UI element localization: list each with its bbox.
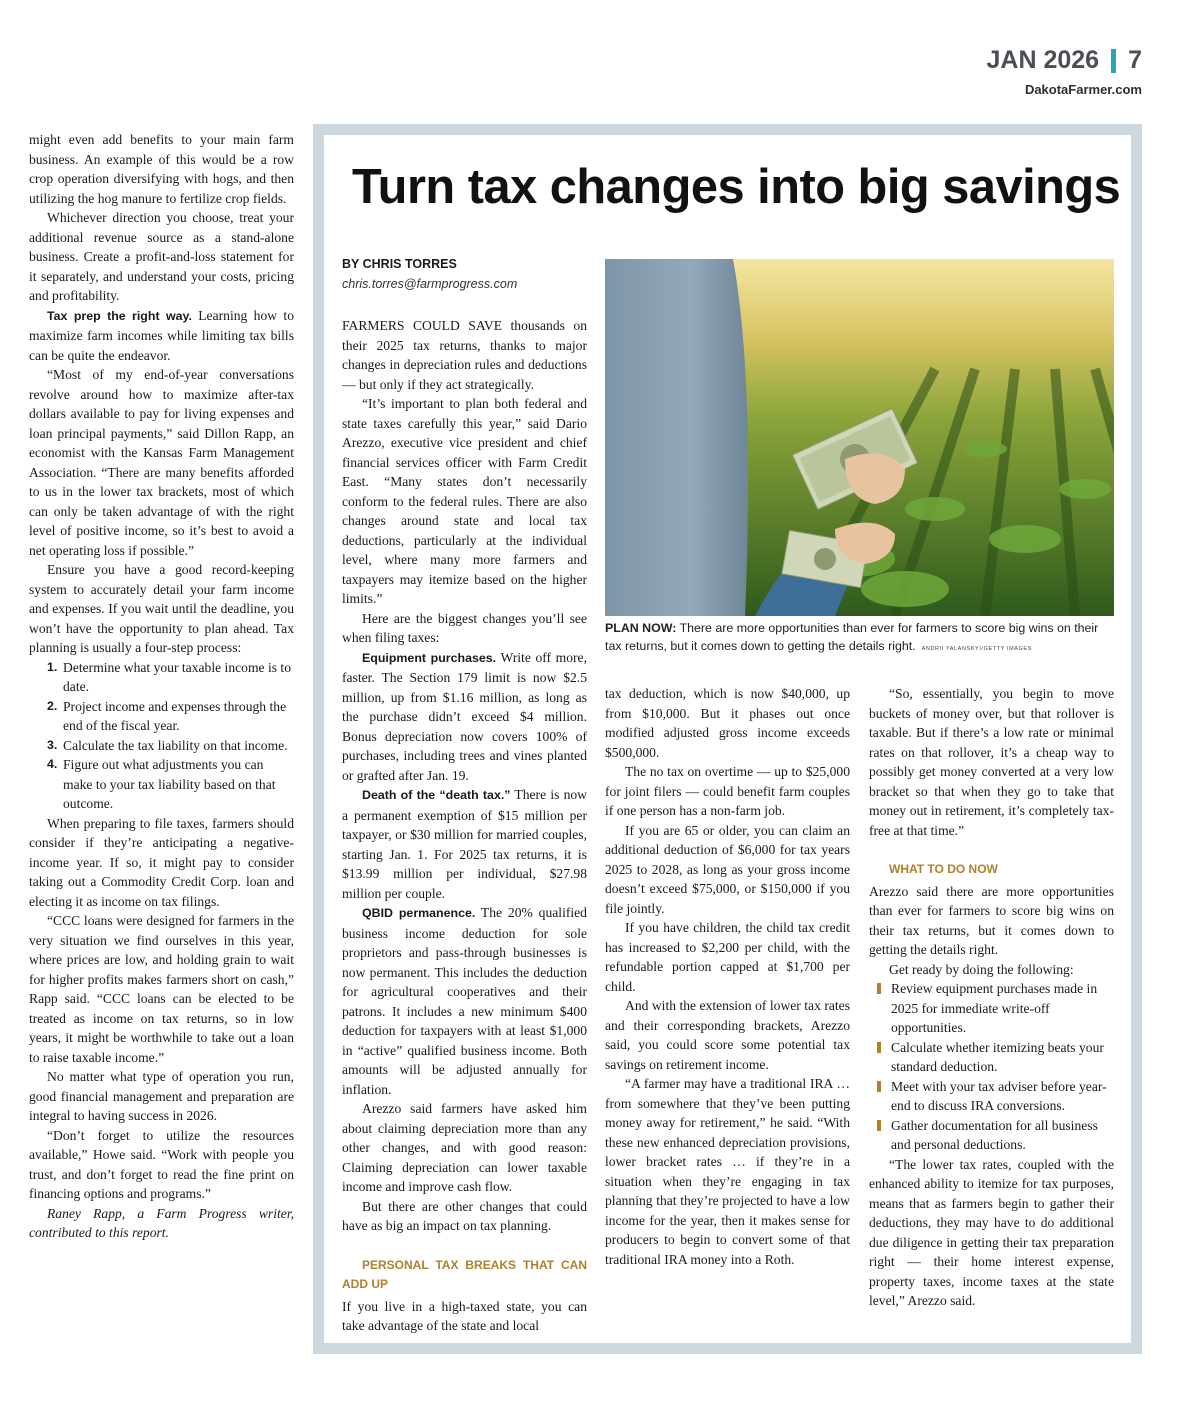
run-in-head: Tax prep the right way. [47,308,192,323]
lede-text: thousands on their 2025 tax returns, thanks to major changes in depreciation rules and deductions — but only if they act strategically. [342,318,587,392]
bullet-marker [877,1038,891,1077]
list-item [47,755,294,814]
left-paragraph: No matter what type of operation you run, good financial management and preparation are integral to having success in 2026. [29,1069,294,1123]
article-column-2 [605,684,850,1269]
byline: BY CHRIS TORRES [342,257,457,271]
todo-list [877,979,1114,1155]
author-email[interactable]: chris.torres@farmprogress.com [342,277,518,291]
step-text: Calculate the tax liability on that income. [63,737,288,753]
bullet-marker [877,1077,891,1116]
folio-divider [1111,49,1116,73]
article-paragraph: Arezzo said there are more opportunities than ever for farmers to score big wins on their tax returns, but it comes down to getting the details right. [869,883,1114,957]
article-paragraph: “A farmer may have a traditional IRA … from somewhere that they’ve been putting money away for retirement,” he said. “With these new enhanced depreciation provisions, lower bracket rates … if they’re in a situation when they’re engaging in tax planning that they’re projected to have a low income for the year, then it makes sense for producers to begin to convert some of that traditional IRA money into a Roth. [605,1076,850,1267]
contributor-credit: Raney Rapp, a Farm Progress writer, contributed to this report. [29,1205,294,1240]
step-number: 4. [47,757,58,771]
article-paragraph: The no tax on overtime — up to $25,000 for joint filers — could benefit farm couples if one person has a non-farm job. [605,764,850,818]
left-paragraph: Whichever direction you choose, treat your additional revenue source as a stand-alone business. Create a profit-and-loss statement for it separately, and understand your costs, pricing and profitability. [29,210,294,303]
left-paragraph: might even add benefits to your main farm business. An example of this would be a row crop operation diversifying with hogs, and then utilizing the hog manure to fertilize crop fields. [29,132,294,206]
caption-text: There are more opportunities than ever for farmers to score big wins on their tax returns, but it comes down to getting the details right. [605,621,1099,653]
left-paragraph: “Don’t forget to utilize the resources available,” Howe said. “Work with people you trust, and don’t forget to read the fine print on financing options and programs.” [29,1127,294,1201]
article-paragraph: But there are other changes that could have as big an impact on tax planning. [342,1198,587,1233]
section-subhead: WHAT TO DO NOW [889,862,998,876]
list-item [877,1038,1114,1077]
bullet-marker [877,979,891,1038]
step-text: Determine what your taxable income is to date. [63,659,292,694]
run-in-head: Equipment purchases. [362,650,497,665]
bullet-text: Review equipment purchases made in 2025 for immediate write-off opportunities. [891,981,1098,1035]
lede-paragraph [342,316,587,394]
article-paragraph: If you are 65 or older, you can claim an additional deduction of $6,000 for tax years 2025 to 2028, as long as your gross income doesn’t exceed $75,000, or $150,000 if you file jointly. [605,822,850,916]
site-url: DakotaFarmer.com [1024,82,1142,97]
bullet-text: Gather documentation for all business and personal deductions. [891,1117,1098,1152]
step-text: Figure out what adjustments you can make to your tax liability based on that outcome. [63,757,276,811]
paragraph-text: The 20% qualified business income deduction for sole proprietors and pass-through businesses is now permanent. This includes the deduction for agricultural cooperatives and their patrons. It includes a new minimum $400 deduction for taxpayers with at least $1,000 in “active” qualified business income. Both amounts will be adjusted annually for inflation. [342,905,587,1097]
paragraph-text: Write off more, faster. The Section 179 limit is now $2.5 million, up from $1.16 million, as long as the purchase didn’t exceed $4 million. Bonus depreciation now covers 100% of purchases, including trees and vines planted or grafted after Jan. 19. [342,649,587,783]
article-column-1 [342,316,587,1336]
bullet-text: Calculate whether itemizing beats your standard deduction. [891,1039,1104,1074]
left-paragraph [29,306,294,366]
steps-list [47,658,294,814]
step-number: 3. [47,737,58,752]
article-paragraph [342,648,587,786]
photo-caption [605,619,1117,658]
step-number: 1. [47,659,58,674]
list-item [877,979,1114,1038]
caption-lead: PLAN NOW: [605,621,677,635]
article-paragraph: If you live in a high-taxed state, you can take advantage of the state and local [342,1298,587,1333]
article-paragraph: “It’s important to plan both federal and state taxes carefully this year,” said Dario Arezzo, executive vice president and chief financial services officer with Farm Credit East. “Many states don’t necessarily conform to the federal rules. There are also changes around state and local tax deductions, particularly at the individual level, where many more farmers and taxpayers may itemize based on the higher limits.” [342,396,587,606]
article-photo [605,259,1114,616]
bullet-marker [877,1116,891,1155]
section-subhead: PERSONAL TAX BREAKS THAT CAN ADD UP [342,1257,587,1291]
run-in-head: QBID permanence. [362,906,476,920]
article-paragraph: Get ready by doing the following: [889,961,1074,977]
farmer-holding-cash-photo [605,259,1114,616]
step-text: Project income and expenses through the end of the fiscal year. [63,698,287,733]
article-paragraph: Here are the biggest changes you’ll see when filing taxes: [342,610,587,645]
article-box [313,124,1142,1354]
article-box-inner [324,135,1131,1343]
list-item [877,1077,1114,1116]
article-paragraph: Arezzo said farmers have asked him about claiming depreciation more than any other changes, and with good reason: Claiming depreciation can lower taxable income and improve cash flow. [342,1101,587,1194]
left-paragraph: “Most of my end-of-year conversations revolve around how to maximize after-tax dollars available to pay for living expenses and loan principal payments,” said Dillon Rapp, an economist with the Kansas Farm Management Association. “There are many benefits afforded to us in the lower tax brackets, most of which can only be taken advantage of with the right level of positive income, so it’s best to avoid a net operating loss if possible.” [29,367,294,558]
step-number: 2. [47,698,58,713]
left-paragraph: When preparing to file taxes, farmers should consider if they’re anticipating a negative-income year. If so, it might pay to consider taking out a Commodity Credit Corp. loan and electing it as income on tax filings. [29,815,294,909]
issue-date: JAN 2026 [986,46,1100,74]
article-paragraph: tax deduction, which is now $40,000, up from $10,000. But it phases out once modified adjusted gross income exceeds $500,000. [605,686,850,760]
paragraph-text: Learning how to maximize farm incomes while limiting tax bills can be quite the endeavor. [29,307,294,363]
article-column-3 [869,684,1114,1311]
list-item [47,697,294,736]
article-paragraph: “The lower tax rates, coupled with the enhanced ability to itemize for tax purposes, means that as farmers begin to gather their deductions, they may have to do additional due diligence in getting their tax preparation right — their home interest expense, property taxes, income taxes at the state level,” Arezzo said. [869,1156,1114,1308]
list-item [47,736,294,756]
article-headline: Turn tax changes into big savings [352,160,1121,214]
bullet-text: Meet with your tax adviser before year-end to discuss IRA conversions. [891,1078,1107,1113]
list-item [877,1116,1114,1155]
article-paragraph: And with the extension of lower tax rates and their corresponding brackets, Arezzo said, you could score some potential tax savings on retirement income. [605,998,850,1072]
article-paragraph: If you have children, the child tax credit has increased to $2,200 per child, with the refundable portion capped at $1,700 per child. [605,920,850,994]
left-paragraph: “CCC loans were designed for farmers in the very situation we find ourselves in this year, where prices are low, and holding grain to wait for higher profits makes farmers short on cash,” Rapp said. “CCC loans can be elected to be treated as income on tax returns, so in low years, it might be worthwhile to take out a loan to raise taxable income.” [29,913,294,1065]
left-paragraph: Ensure you have a good record-keeping system to accurately detail your farm income and expenses. If you wait until the deadline, you won’t have the opportunity to plan ahead. Tax planning is usually a four-step process: [29,562,294,655]
run-in-head: Death of the “death tax.” [362,788,511,802]
list-item [47,658,294,697]
paragraph-text: There is now a permanent exemption of $15 million per taxpayer, or $30 million for married couples, starting Jan. 1. For 2025 tax returns, it is $13.99 million per individual, $27.98 million per couple. [342,787,587,901]
photo-credit: ANDRII YALANSKYI/GETTY IMAGES [921,646,1032,652]
page-number: 7 [1128,46,1142,74]
article-paragraph: “So, essentially, you begin to move buckets of money over, but that rollover is taxable. But if there’s a low rate or minimal rates on that rollover, it’s a cheap way to possibly get money converted at a very low bracket so that when they go to take that money out in retirement, it’s completely tax-free at that time.” [869,686,1114,838]
left-column [29,130,294,1243]
lede-caps: FARMERS COULD SAVE [342,318,503,333]
article-paragraph [342,785,587,903]
page-folio [987,46,1142,75]
article-paragraph [342,903,587,1099]
